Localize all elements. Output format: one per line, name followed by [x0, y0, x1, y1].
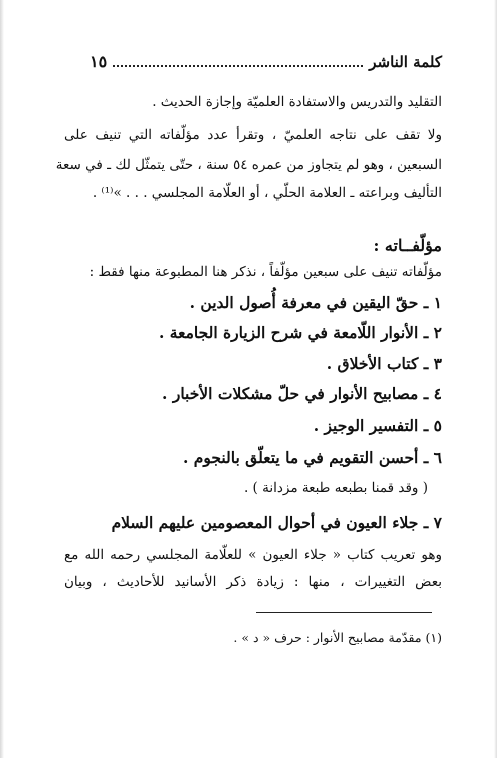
- body-text-line: ولا تقف على نتاجه العلميّ ، وتقرأ عدد مؤلّفاته التي تنيف على: [64, 127, 442, 143]
- footnote-divider: [256, 612, 432, 613]
- work-item: ٧ ـ جلاء العيون في أحوال المعصومين عليهم السلام: [111, 513, 442, 532]
- body-text-line: وهو تعريب كتاب « جلاء العيون » للعلّامة المجلسي رحمه الله مع: [64, 547, 442, 563]
- work-item: ٦ ـ أحسن التقويم في ما يتعلّق بالنجوم .: [182, 448, 442, 467]
- section-heading: مؤلّفــاته :: [373, 236, 442, 255]
- body-text-line: السبعين ، وهو لم يتجاوز من عمره ٥٤ سنة ، حتّى يتمثّل لك ـ في سعة: [55, 157, 442, 173]
- work-note: ( وقد قمنا بطبعه طبعة مزدانة ) .: [243, 480, 428, 496]
- header-dot-leader: [113, 56, 363, 67]
- work-item: ٥ ـ التفسير الوجيز .: [313, 416, 442, 435]
- body-text-line: التقليد والتدريس والاستفادة العلميّة وإجازة الحديث .: [152, 94, 442, 110]
- section-intro: مؤلّفاته تنيف على سبعين مؤلّفاً ، نذكر هنا المطبوعة منها فقط :: [89, 264, 442, 280]
- footnote: (١) مقدّمة مصابيح الأنوار : حرف « د » .: [233, 630, 442, 645]
- body-text-line: التأليف وبراعته ـ العلامة الحلّي ، أو العلّامة المجلسي . . . »⁽¹⁾ .: [92, 185, 442, 201]
- work-item: ٣ ـ كتاب الأخلاق .: [326, 354, 442, 373]
- work-item: ١ ـ حقّ اليقين في معرفة أُصول الدين .: [189, 293, 442, 312]
- page-edge-shadow: [0, 0, 4, 758]
- running-header: [90, 52, 442, 76]
- work-item: ٤ ـ مصابيح الأنوار في حلّ مشكلات الأخبار .: [162, 384, 442, 403]
- work-item: ٢ ـ الأنوار اللّامعة في شرح الزيارة الجامعة .: [158, 323, 442, 342]
- header-title: كلمة الناشر: [369, 53, 442, 71]
- body-text-line: بعض التغييرات ، منها : زيادة ذكر الأسانيد للأحاديث ، وبيان: [64, 574, 442, 590]
- page-number: ١٥: [90, 52, 108, 71]
